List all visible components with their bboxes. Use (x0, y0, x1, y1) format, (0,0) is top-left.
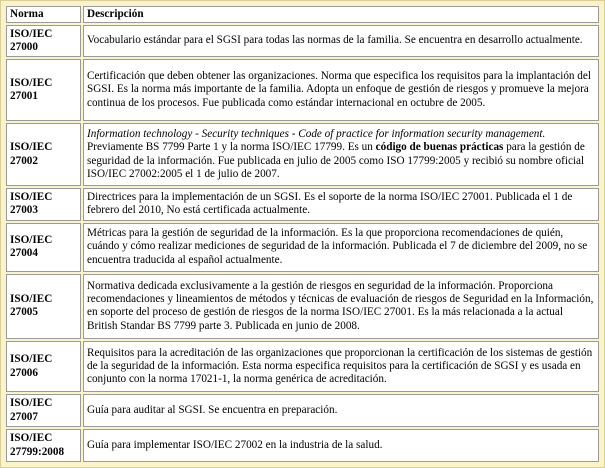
descripcion-text-end: para la gestión de seguridad de la información. Fue publicada en julio de 2005 como ISO 17799:2005 y recibió su nombre oficial ISO/IEC 27002:2005 el 1 de julio de 2007. (87, 141, 585, 181)
table-row-27002 (6, 123, 599, 186)
norma-cell (6, 341, 81, 392)
norma-prefix: ISO/IEC (10, 432, 53, 445)
norma-number: 27799:2008 (10, 445, 65, 458)
norma-cell (6, 59, 81, 122)
norma-number: 27006 (10, 366, 38, 379)
table-row-27799 (6, 429, 599, 462)
norma-number: 27001 (10, 90, 38, 103)
header-norma: Norma (6, 6, 81, 23)
norma-number: 27003 (10, 204, 38, 217)
norma-cell (6, 429, 81, 462)
norma-prefix: ISO/IEC (10, 353, 53, 366)
norma-number: 27000 (10, 40, 38, 53)
table-row-27005 (6, 274, 599, 340)
norma-cell (6, 223, 81, 272)
table-header-row (6, 6, 599, 23)
norma-cell (6, 394, 81, 427)
table-row-27003 (6, 188, 599, 221)
iso-27000-family-table (4, 4, 601, 464)
norma-prefix: ISO/IEC (10, 397, 53, 410)
descripcion-cell: Directrices para la implementación de un SGSI. Es el soporte de la norma ISO/IEC 27001. Publicada el 1 de febrero del 2010, No está certificada actualmente. (83, 188, 599, 221)
table-row-27001 (6, 59, 599, 122)
descripcion-italic-title: Information technology - Security techniques - Code of practice for information security management. (87, 127, 546, 140)
table-row-27000 (6, 25, 599, 57)
norma-cell (6, 188, 81, 221)
norma-prefix: ISO/IEC (10, 141, 53, 154)
norma-prefix: ISO/IEC (10, 27, 53, 40)
descripcion-cell: Guía para implementar ISO/IEC 27002 en la industria de la salud. (83, 429, 599, 462)
descripcion-cell (83, 123, 599, 186)
descripcion-cell: Certificación que deben obtener las organizaciones. Norma que especifica los requisitos para la implantación del SGSI. Es la norma más importante de la familia. Adopta un enfoque de gestión de riesgos y promueve la mejora continua de los procesos. Fue publicada como estándar internacional en octubre de 2005. (83, 59, 599, 122)
descripcion-cell: Requisitos para la acreditación de las organizaciones que proporcionan la certificación de los sistemas de gestión de la seguridad de la información. Esta norma especifica requisitos para la certificación de SGSI y es usada en conjunto con la norma 17021-1, la norma genérica de acreditación. (83, 341, 599, 392)
header-descripcion: Descripción (83, 6, 599, 23)
norma-cell (6, 25, 81, 57)
descripcion-text: Previamente BS 7799 Parte 1 y la norma ISO/IEC 17799. Es un (87, 141, 376, 154)
descripcion-bold-text: código de buenas prácticas (375, 141, 504, 154)
descripcion-cell: Métricas para la gestión de seguridad de la información. Es la que proporciona recomendaciones de quién, cuándo y cómo realizar mediciones de seguridad de la información. Publicada el 7 de diciembre del 2009, no se encuentra traducida al español actualmente. (83, 223, 599, 272)
norma-cell (6, 274, 81, 340)
table-row-27004 (6, 223, 599, 272)
descripcion-cell: Guía para auditar al SGSI. Se encuentra en preparación. (83, 394, 599, 427)
norma-number: 27004 (10, 247, 38, 260)
norma-prefix: ISO/IEC (10, 190, 53, 203)
descripcion-cell: Vocabulario estándar para el SGSI para todas las normas de la familia. Se encuentra en desarrollo actualmente. (83, 25, 599, 57)
norma-prefix: ISO/IEC (10, 233, 53, 246)
norma-prefix: ISO/IEC (10, 293, 53, 306)
table-row-27006 (6, 341, 599, 392)
descripcion-cell: Normativa dedicada exclusivamente a la gestión de riesgos en seguridad de la información. Proporciona recomendaciones y lineamientos de métodos y técnicas de evaluación de riesgos de Seguridad en la Información, en soporte del proceso de gestión de riesgos de la norma ISO/IEC 27001. Es la más relacionada a la actual British Standar BS 7799 parte 3. Publicada en junio de 2008. (83, 274, 599, 340)
norma-number: 27005 (10, 306, 38, 319)
norma-prefix: ISO/IEC (10, 76, 53, 89)
norma-number: 27002 (10, 154, 38, 167)
table-row-27007 (6, 394, 599, 427)
norma-number: 27007 (10, 410, 38, 423)
norma-cell (6, 123, 81, 186)
